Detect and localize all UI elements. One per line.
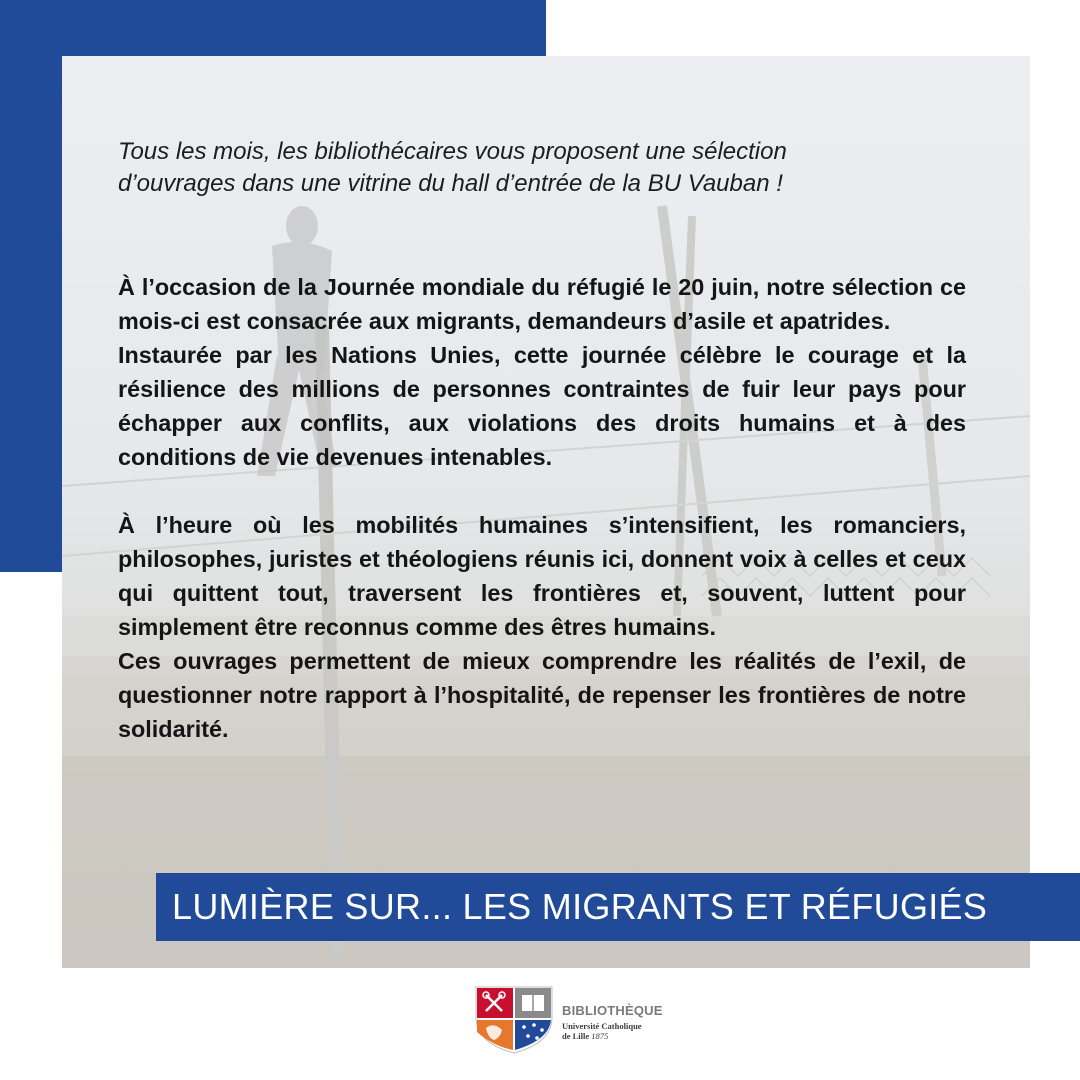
logo-sub-line-1: Université Catholique [562,1021,642,1031]
logo-city: de Lille [562,1031,590,1041]
paragraph-journee-mondiale: À l’occasion de la Journée mondiale du réfugié le 20 juin, notre sélection ce mois-ci est consacrée aux migrants, demandeurs d’asile et apatrides. [118,274,966,334]
intro-line-2: d’ouvrages dans une vitrine du hall d’entrée de la BU Vauban ! [118,170,783,197]
intro-text [118,136,978,200]
logo-year: 1875 [591,1031,609,1041]
title-banner [156,873,1080,941]
logo-sub-line-2 [562,1031,692,1041]
banner-title: LUMIÈRE SUR... LES MIGRANTS ET RÉFUGIÉS [172,886,988,927]
logo-title: BIBLIOTHÈQUE [562,1003,663,1018]
paragraph-mobilites-humaines: À l’heure où les mobilités humaines s’intensifient, les romanciers, philosophes, juristes et théologiens réunis ici, donnent voix à celles et ceux qui quittent tout, traversent les frontières et, souvent, luttent pour simplement être reconnus comme des êtres humains. [118,512,966,640]
library-logo [474,983,694,1055]
paragraph-ouvrages: Ces ouvrages permettent de mieux comprendre les réalités de l’exil, de questionner notre rapport à l’hospitalité, de repenser les frontières de notre solidarité. [118,648,966,742]
university-crest-icon [474,983,554,1055]
paragraph-nations-unies: Instaurée par les Nations Unies, cette journée célèbre le courage et la résilience des millions de personnes contraintes de fuir leur pays pour échapper aux conflits, aux violations des droits humains et à des conditions de vie devenues intenables. [118,342,966,470]
logo-subtitle [562,1021,692,1041]
main-body-text [118,270,966,746]
intro-line-1: Tous les mois, les bibliothécaires vous proposent une sélection [118,138,787,165]
